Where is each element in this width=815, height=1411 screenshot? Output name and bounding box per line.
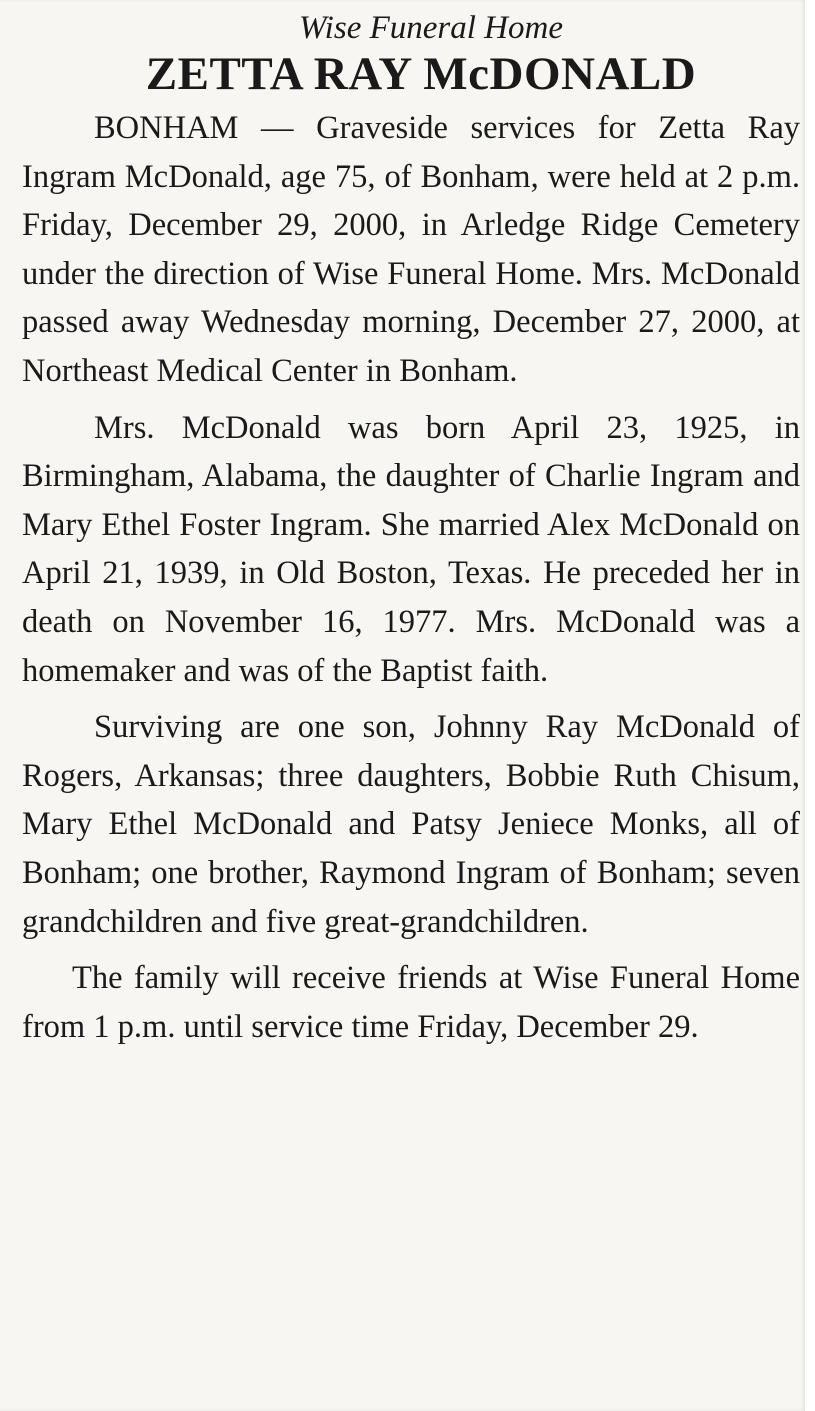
paragraph-biography: Mrs. McDonald was born April 23, 1925, in Birmingham, Alabama, the daughter of Charlie Ingram and Mary Ethel Foster Ingram. She married Alex McDonald on April 21, 1939, in Old Boston, Texas. He preceded her in death on November 16, 1977. Mrs. McDonald was a homemaker and was of the Baptist faith.: [22, 409, 800, 689]
scan-margin: [805, 0, 815, 1411]
source-line: Wise Funeral Home: [299, 10, 563, 46]
paragraph-visitation: The family will receive friends at Wise Funeral Home from 1 p.m. until service time Friday, December 29.: [22, 960, 800, 1045]
obituary-article: [22, 8, 800, 1059]
obituary-headline: ZETTA RAY McDONALD: [145, 48, 697, 100]
paragraph-survivors: Surviving are one son, Johnny Ray McDonald of Rogers, Arkansas; three daughters, Bobbie Ruth Chisum, Mary Ethel McDonald and Patsy Jeniece Monks, all of Bonham; one brother, Raymond Ingram of Bonham; seven grandchildren and five great-grandchildren.: [22, 709, 800, 940]
paragraph-services: BONHAM — Graveside services for Zetta Ray Ingram McDonald, age 75, of Bonham, were held at 2 p.m. Friday, December 29, 2000, in Arledge Ridge Cemetery under the direction of Wise Funeral Home. Mrs. McDonald passed away Wednesday morning, December 27, 2000, at Northeast Medical Center in Bonham.: [22, 110, 800, 389]
